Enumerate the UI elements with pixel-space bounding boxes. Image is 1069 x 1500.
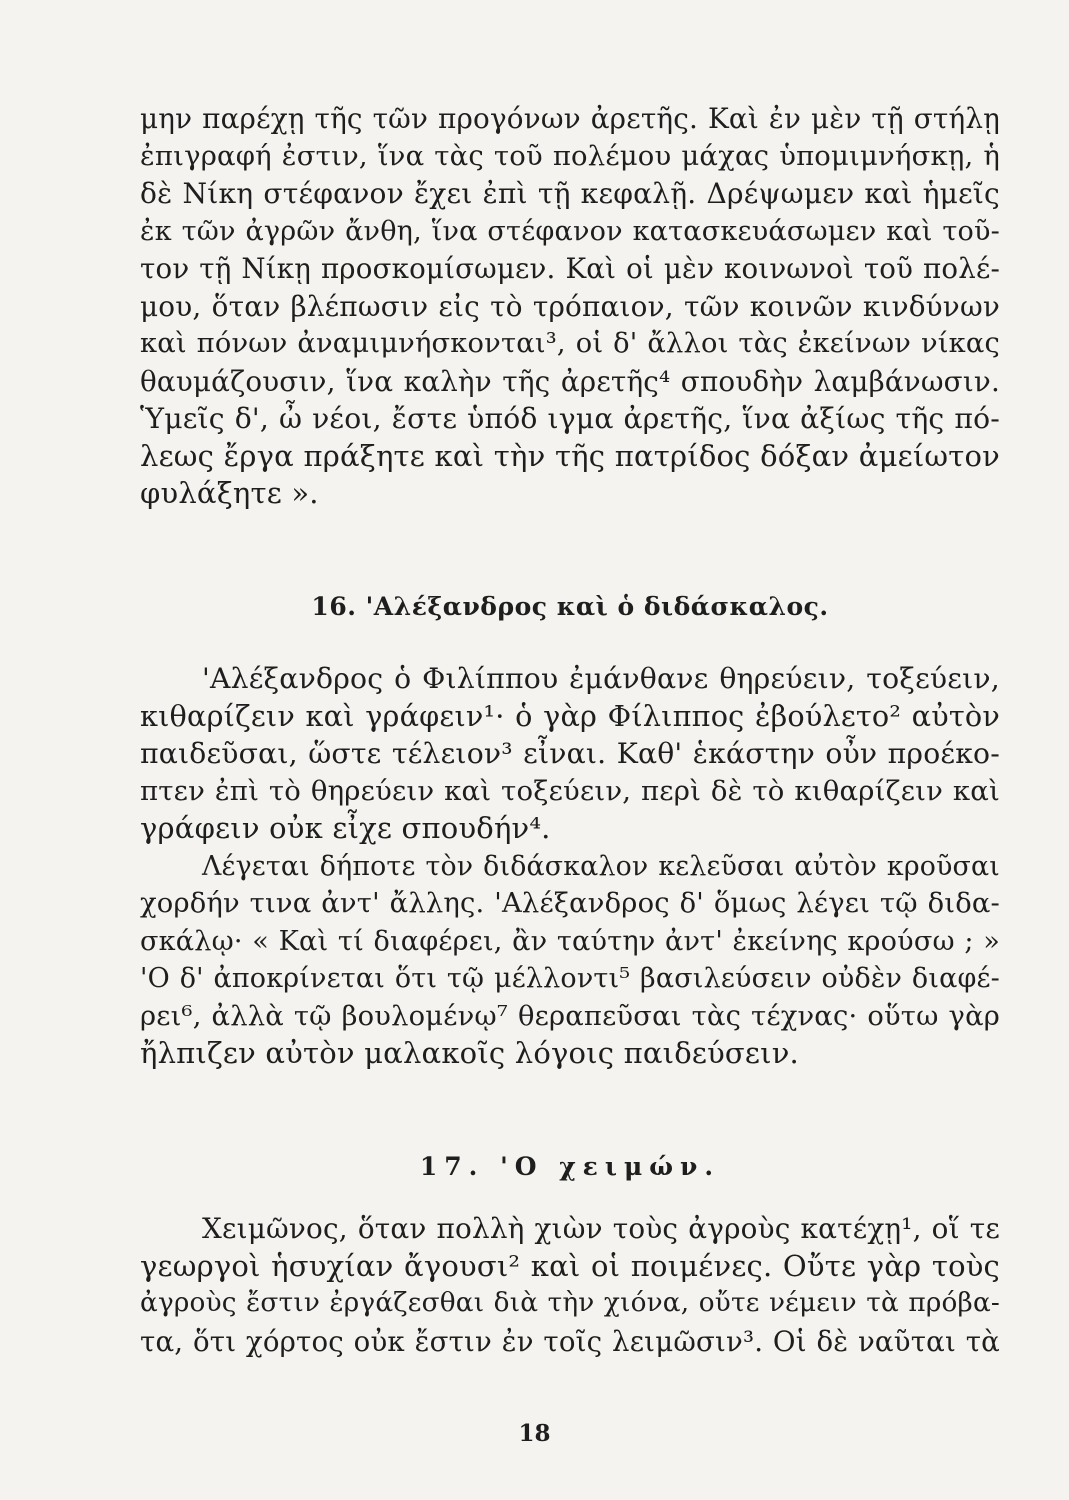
text-line: 'Αλέξανδρος ὁ Φιλίππου ἐμάνθανε θηρεύειν, τοξεύειν, bbox=[202, 662, 1000, 695]
section-17-heading: 17. 'Ο χειμών. bbox=[419, 1152, 721, 1181]
section-15-continuation bbox=[140, 100, 1000, 513]
text-line: ἤλπιζεν αὐτὸν μαλακοῖς λόγοις παιδεύσειν. bbox=[140, 1036, 799, 1070]
text-line: γράφειν οὐκ εἶχε σπουδήν⁴. bbox=[140, 811, 551, 845]
text-line: σκάλῳ· « Καὶ τί διαφέρει, ἂν ταύτην ἀντ' ἐκείνης κρούσω ; » bbox=[140, 925, 1000, 957]
text-line: ρει⁶, ἀλλὰ τῷ βουλομένῳ⁷ θεραπεῦσαι τὰς τέχνας· οὕτω γὰρ bbox=[140, 1000, 1000, 1032]
text-line: τον τῇ Νίκῃ προσκομίσωμεν. Καὶ οἱ μὲν κοινωνοὶ τοῦ πολέ- bbox=[140, 252, 1000, 285]
text-line: τα, ὅτι χόρτος οὐκ ἔστιν ἐν τοῖς λειμῶσιν³. Οἱ δὲ ναῦται τὰ bbox=[140, 1324, 1000, 1358]
text-line: χορδήν τινα ἀντ' ἄλλης. 'Αλέξανδρος δ' ὅμως λέγει τῷ διδα- bbox=[140, 888, 1000, 919]
text-line: ἐπιγραφή ἐστιν, ἵνα τὰς τοῦ πολέμου μάχας ὑπομιμνήσκῃ, ἡ bbox=[140, 140, 1000, 172]
text-line: πτεν ἐπὶ τὸ θηρεύειν καὶ τοξεύειν, περὶ δὲ τὸ κιθαρίζειν καὶ bbox=[140, 774, 1000, 807]
text-line: Χειμῶνος, ὅταν πολλὴ χιὼν τοὺς ἀγροὺς κατέχῃ¹, οἵ τε bbox=[202, 1212, 1000, 1245]
text-line: καὶ πόνων ἀναμιμνήσκονται³, οἱ δ' ἄλλοι τὰς ἐκείνων νίκας bbox=[140, 328, 1000, 359]
text-line: γεωργοὶ ἡσυχίαν ἄγουσι² καὶ οἱ ποιμένες. Οὔτε γὰρ τοὺς bbox=[140, 1248, 1000, 1283]
text-line: Λέγεται δήποτε τὸν διδάσκαλον κελεῦσαι αὐτὸν κροῦσαι bbox=[202, 850, 1000, 882]
text-line: κιθαρίζειν καὶ γράφειν¹· ὁ γὰρ Φίλιππος ἐβούλετο² αὐτὸν bbox=[140, 698, 1000, 733]
text-line: 'Ο δ' ἀποκρίνεται ὅτι τῷ μέλλοντι⁵ βασιλεύσειν οὐδὲν διαφέ- bbox=[140, 963, 1000, 994]
text-line: δὲ Νίκη στέφανον ἔχει ἐπὶ τῇ κεφαλῇ. Δρέψωμεν καὶ ἡμεῖς bbox=[140, 177, 1000, 210]
text-line: Ὑμεῖς δ', ὦ νέοι, ἔστε ὑπόδ ιγμα ἀρετῆς, ἵνα ἀξίως τῆς πό- bbox=[140, 402, 1000, 435]
section-16-body bbox=[140, 660, 1000, 1073]
text-line: παιδεῦσαι, ὥστε τέλειον³ εἶναι. Καθ' ἑκάστην οὖν προέκο- bbox=[140, 737, 1000, 770]
text-line: ἐκ τῶν ἀγρῶν ἄνθη, ἵνα στέφανον κατασκευάσωμεν καὶ τοῦ- bbox=[140, 215, 1000, 247]
text-line: θαυμάζουσιν, ἵνα καλὴν τῆς ἀρετῆς⁴ σπουδὴν λαμβάνωσιν. bbox=[140, 364, 1000, 398]
text-line: μην παρέχῃ τῆς τῶν προγόνων ἀρετῆς. Καὶ ἐν μὲν τῇ στήλῃ bbox=[140, 102, 1000, 135]
page-number: 18 bbox=[518, 1420, 551, 1447]
text-line: μου, ὅταν βλέπωσιν εἰς τὸ τρόπαιον, τῶν κοινῶν κινδύνων bbox=[140, 289, 1000, 323]
text-line: φυλάξητε ». bbox=[140, 476, 319, 510]
section-16-heading: 16. 'Αλέξανδρος καὶ ὁ διδάσκαλος. bbox=[311, 592, 829, 621]
text-line: λεως ἔργα πράξητε καὶ τὴν τῆς πατρίδος δόξαν ἀμείωτον bbox=[140, 438, 1000, 473]
text-line: ἀγροὺς ἔστιν ἐργάζεσθαι διὰ τὴν χιόνα, οὔτε νέμειν τὰ πρόβα- bbox=[140, 1288, 1000, 1318]
section-17-body bbox=[140, 1210, 1000, 1360]
